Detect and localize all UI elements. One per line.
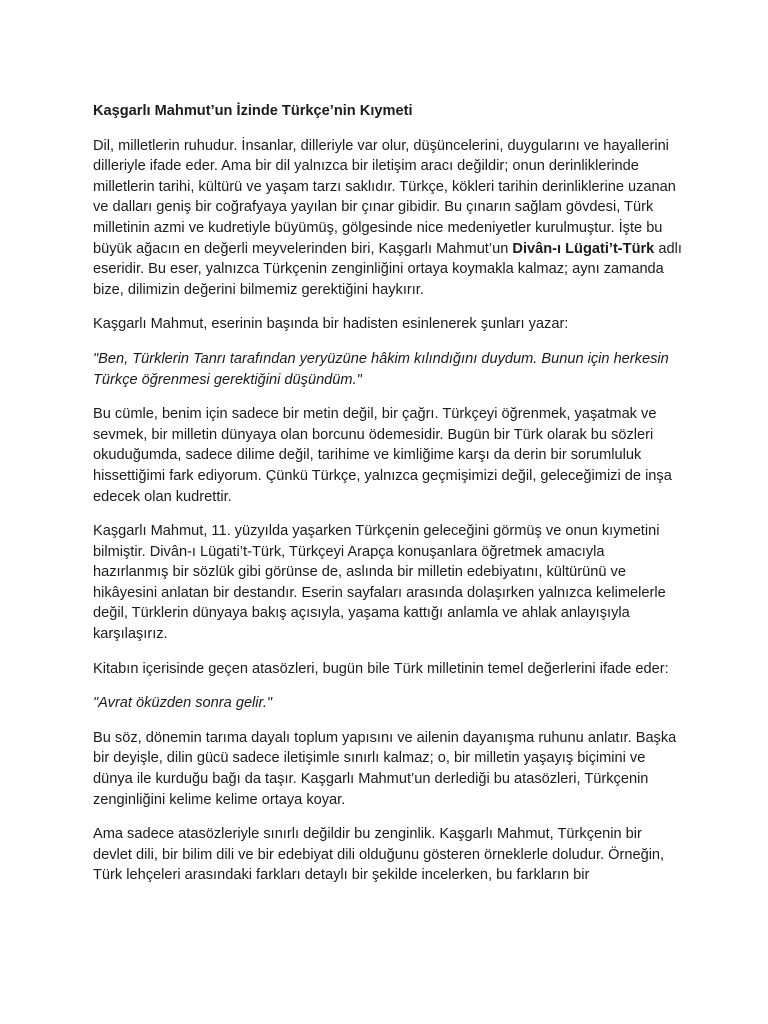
document-body [93,101,683,900]
paragraph-proverb-meaning: Bu söz, dönemin tarıma dayalı toplum yapısını ve ailenin dayanışma ruhunu anlatır. Başka bir deyişle, dilin gücü sadece iletişimle sınırlı kalmaz; o, bir milletin yaşayış biçimini ve dünya ile kurduğu bağı da taşır. Kaşgarlı Mahmut’un derlediği bu atasözleri, Türkçenin zenginliğini kelime kelime ortaya koyar. [93,729,677,808]
book-title-bold: Divân-ı Lügati’t-Türk [512,240,655,257]
paragraph-proverbs-intro: Kitabın içerisinde geçen atasözleri, bugün bile Türk milletinin temel değerlerini ifade eder: [93,660,669,677]
paragraph-intro-text-2: adlı eseridir. Bu eser, yalnızca Türkçenin zenginliğini ortaya koymakla kalmaz; aynı zamanda bize, dilimizin değerini bilmemiz gerektiğini haykırır. [93,240,682,298]
paragraph-intro-text-1: Dil, milletlerin ruhudur. İnsanlar, dilleriyle var olur, düşüncelerini, duygularını ve hayallerini dilleriyle ifade eder. Ama bir dil yalnızca bir iletişim aracı değildir; onun derinliklerinde milletlerin tarihi, kültürü ve yaşam tarzı saklıdır. Türkçe, kökleri tarihin derinliklerine uzanan ve dalları geniş bir coğrafyaya yayılan bir çınar gibidir. Bu çınarın sağlam gövdesi, Türk milletinin azmi ve kudretiyle büyümüş, gölgesinde nice medeniyetler kurulmuştur. İşte bu büyük ağacın en değerli meyvelerinden biri, Kaşgarlı Mahmut’un [93,137,676,257]
paragraph-call: Bu cümle, benim için sadece bir metin değil, bir çağrı. Türkçeyi öğrenmek, yaşatmak ve sevmek, bir milletin dünyaya olan borcunu ödemesidir. Bugün bir Türk olarak bu sözleri okuduğumda, sadece dilime değil, tarihime ve kimliğime karşı da derin bir sorumluluk hissettiğimi fark ediyorum. Çünkü Türkçe, yalnızca geçmişimizi değil, geleceğimizi de inşa edecek olan kudrettir. [93,406,672,505]
quote-hadith: "Ben, Türklerin Tanrı tarafından yeryüzüne hâkim kılındığını duydum. Bunun için herkesin Türkçe öğrenmesi gerektiğini düşündüm." [93,350,669,388]
quote-proverb: "Avrat öküzden sonra gelir." [93,695,273,712]
paragraph-richness: Ama sadece atasözleriyle sınırlı değildir bu zenginlik. Kaşgarlı Mahmut, Türkçenin bir devlet dili, bir bilim dili ve bir edebiyat dili olduğunu gösteren örneklerle doludur. Örneğin, Türk lehçeleri arasındaki farkları detaylı bir şekilde incelerken, bu farkların bir [93,826,665,884]
paragraph-history: Kaşgarlı Mahmut, 11. yüzyılda yaşarken Türkçenin geleceğini görmüş ve onun kıymetini bilmiştir. Divân-ı Lügati’t-Türk, Türkçeyi Arapça konuşanlara öğretmek amacıyla hazırlanmış bir sözlük gibi görünse de, aslında bir milletin edebiyatını, kültürünü ve hikâyesini anlatan bir destandır. Eserin sayfaları arasında dolaşırken yalnızca kelimelerle değil, Türklerin dünyaya bakış açısıyla, yaşama kattığı anlamla ve ahlak anlayışıyla karşılaşırız. [93,523,666,643]
document-title: Kaşgarlı Mahmut’un İzinde Türkçe’nin Kıymeti [93,103,413,119]
paragraph-intro [93,136,683,301]
paragraph-hadith-intro: Kaşgarlı Mahmut, eserinin başında bir hadisten esinlenerek şunları yazar: [93,316,569,333]
